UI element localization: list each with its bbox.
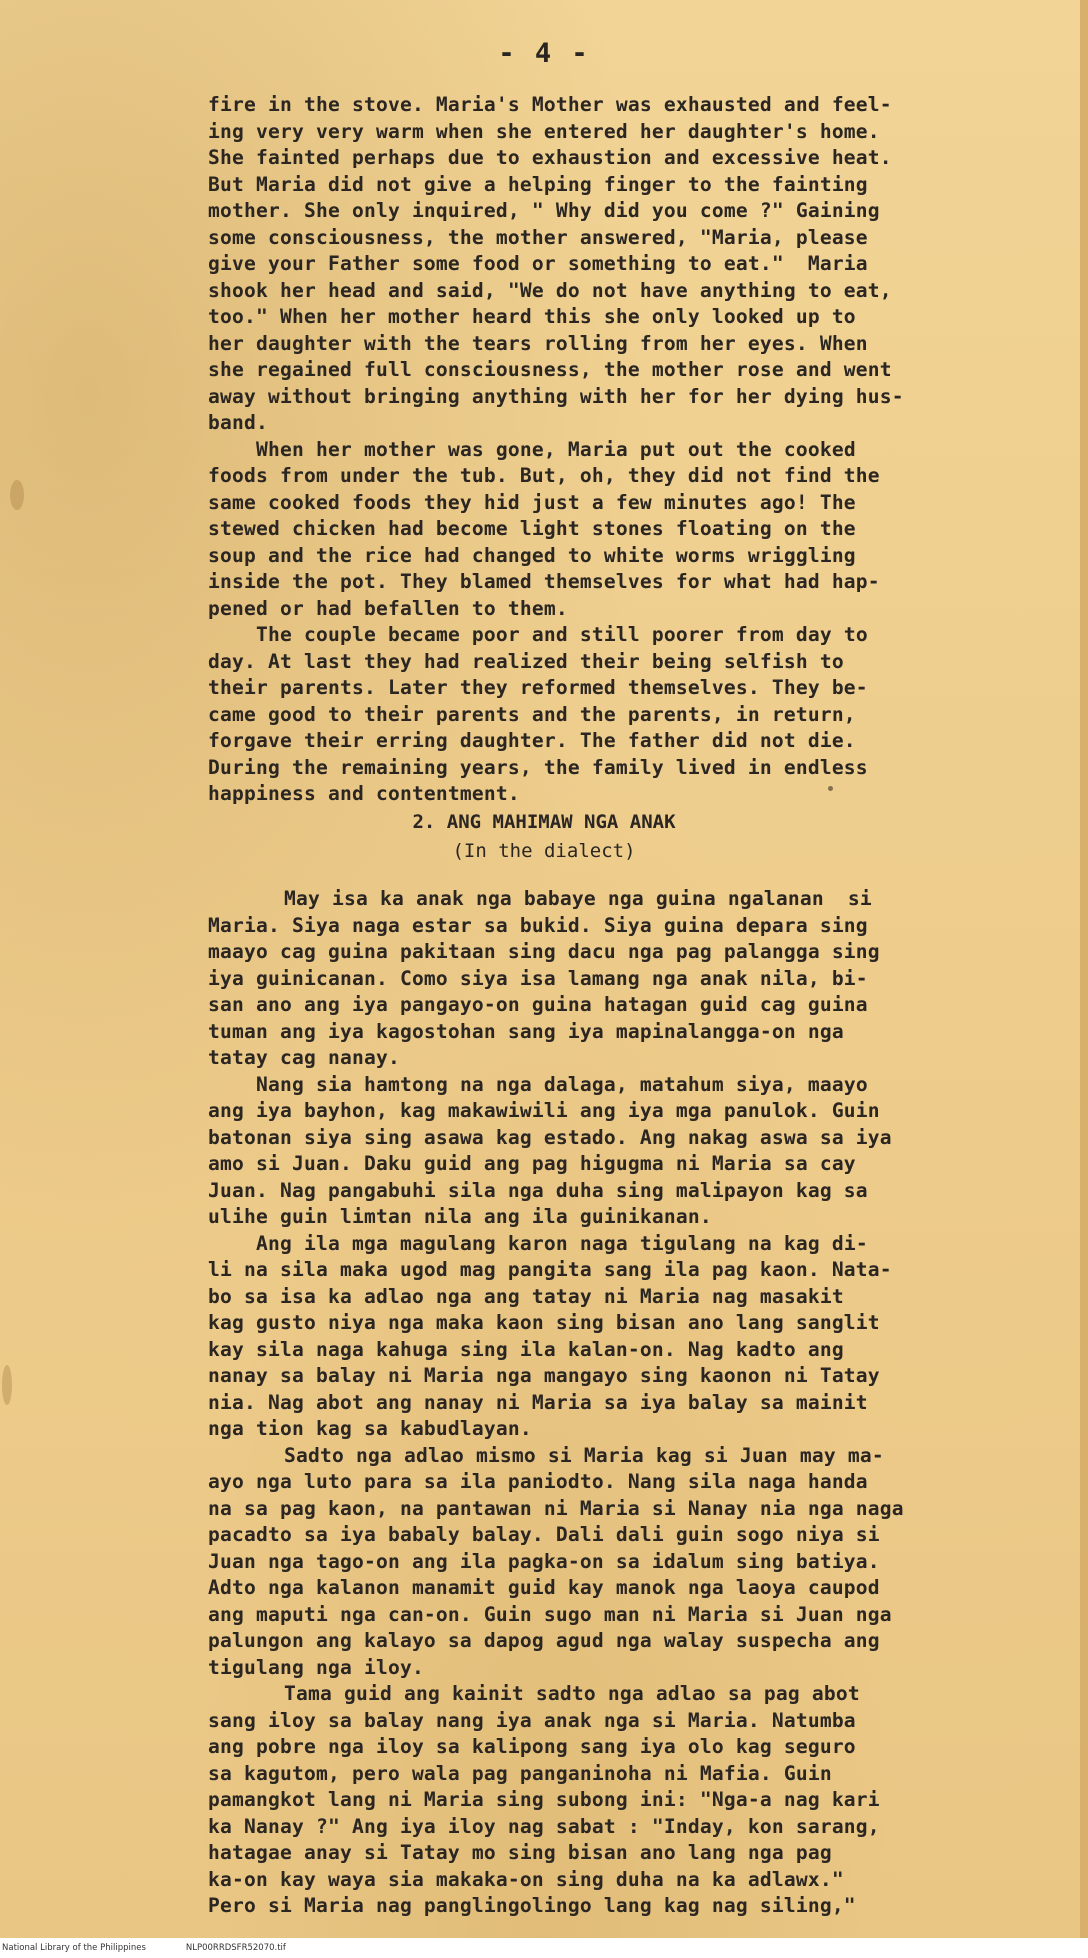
paper-stain (2, 1365, 12, 1405)
paragraph: fire in the stove. Maria's Mother was exhausted and feel- ing very very warm when she entered her daughter's home. She fainted perhaps due to exhaustion and excessive heat. But Maria did not give a helping finger to the fainting mother. She only inquired, " Why did you come ?" Gaining some consciousness, the mother answered, "Maria, please give your Father some food or something to eat." Maria shook her head and said, "We do not have anything to eat, too." When her mother heard this she only looked up to her daughter with the tears rolling from her eyes. When she regained full consciousness, the mother rose and went away without bringing anything with her for her dying hus- band. (208, 93, 904, 434)
page-number: - 4 - (498, 38, 590, 69)
file-code: NLP00RRDSFR52070.tif (185, 1943, 286, 1953)
paragraph: Tama guid ang kainit sadto nga adlao sa pag abot sang iloy sa balay nang iya anak nga si Maria. Natumba ang pobre nga iloy sa kalipong sang iya olo kag seguro sa kagutom, pero wala pag panganinoha ni Mafia. Guin pamangkot lang ni Maria sing subong ini: "Nga-a nag kari ka Nanay ?" Ang iya iloy nag sabat : "Inday, kon sarang, hatagae anay si Tatay mo sing bisan ano lang nga pag ka-on kay waya sia makaka-on sing duha na ka adlawx." Pero si Maria nag panglingolingo lang kag nag siling," (208, 1682, 880, 1917)
english-story-text (208, 92, 968, 808)
page-edge (1080, 0, 1088, 1958)
paragraph: The couple became poor and still poorer from day to day. At last they had realized their being selfish to their parents. Later they reformed themselves. They be- came good to their parents and the parents, in return, forgave their erring daughter. The father did not die. During the remaining years, the family lived in endless happiness and contentment. (208, 623, 868, 805)
dialect-story-text (208, 886, 968, 1920)
section-heading: 2. ANG MAHIMAW NGA ANAK (412, 811, 676, 833)
paper-stain (10, 480, 24, 510)
paragraph: When her mother was gone, Maria put out the cooked foods from under the tub. But, oh, they did not find the same cooked foods they hid just a few minutes ago! The stewed chicken had become light stones floating on the soup and the rice had changed to white worms wriggling inside the pot. They blamed themselves for what had hap- pened or had befallen to them. (208, 437, 880, 620)
section-subheading: (In the dialect) (452, 840, 636, 862)
section-title (0, 808, 1088, 866)
scan-footer (0, 1938, 1088, 1958)
paragraph: Nang sia hamtong na nga dalaga, matahum siya, maayo ang iya bayhon, kag makawiwili ang iya mga panulok. Guin batonan siya sing asawa kag estado. Ang nakag aswa sa iya amo si Juan. Daku guid ang pag higugma ni Maria sa cay Juan. Nag pangabuhi sila nga duha sing malipayon kag sa ulihe guin limtan nila ang ila guinikanan. (208, 1072, 892, 1228)
paragraph: Sadto nga adlao mismo si Maria kag si Juan may ma- ayo nga luto para sa ila paniodto. Nang sila naga handa na sa pag kaon, na pantawan ni Maria si Nanay nia nga naga pacadto sa iya babaly balay. Dali dali guin sogo niya si Juan nga tago-on ang ila pagka-on sa idalum sing batiya. Adto nga kalanon manamit guid kay manok nga laoya caupod ang maputi nga can-on. Guin sugo man ni Maria si Juan nga palungon ang kalayo sa dapog agud nga walay suspecha ang tigulang nga iloy. (208, 1443, 904, 1679)
paragraph: May isa ka anak nga babaye nga guina ngalanan si Maria. Siya naga estar sa bukid. Siya guina depara sing maayo cag guina pakitaan sing dacu nga pag palangga sing iya guinicanan. Como siya isa lamang nga anak nila, bi- san ano ang iya pangayo-on guina hatagan guid cag guina tuman ang iya kagostohan sang iya mapinalangga-on nga tatay cag nanay. (208, 887, 880, 1069)
library-credit: National Library of the Philippines (2, 1943, 146, 1953)
paragraph: Ang ila mga magulang karon naga tigulang na kag di- li na sila maka ugod mag pangita sang ila pag kaon. Nata- bo sa isa ka adlao nga ang tatay ni Maria nag masakit kag gusto niya nga maka kaon sing bisan ano lang sanglit kay sila naga kahuga sing ila kalan-on. Nag kadto ang nanay sa balay ni Maria nga mangayo sing kaonon ni Tatay nia. Nag abot ang nanay ni Maria sa iya balay sa mainit nga tion kag sa kabudlayan. (208, 1231, 892, 1440)
